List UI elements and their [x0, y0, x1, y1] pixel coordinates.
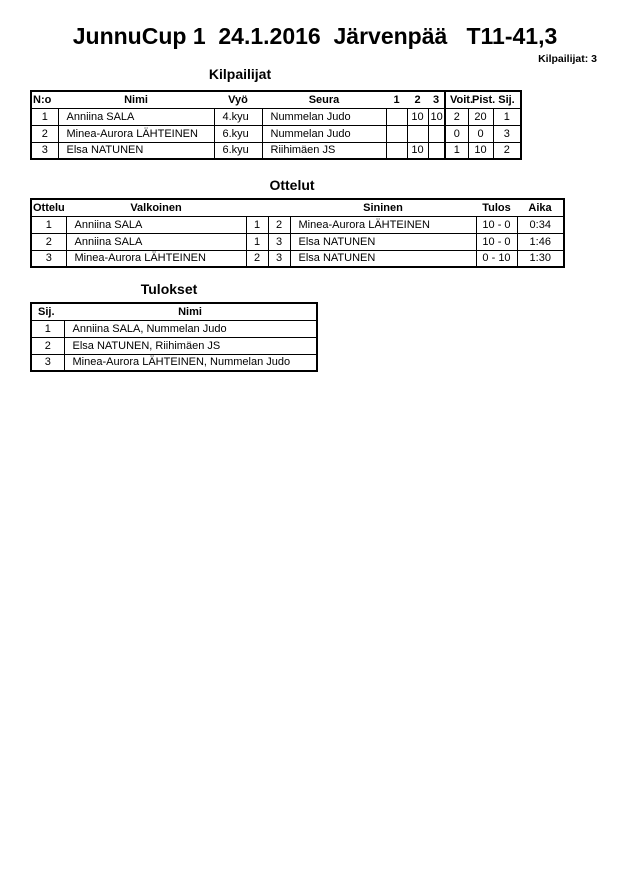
table-row	[31, 337, 317, 354]
kilpailijat-header-row	[31, 91, 521, 108]
col-header-seura: Seura	[262, 91, 386, 108]
cell-blue-no: 2	[268, 216, 290, 233]
cell-blue-no: 3	[268, 250, 290, 267]
cell-round3	[428, 125, 445, 142]
col-header-nimi: Nimi	[58, 91, 214, 108]
cell-seura: Nummelan Judo	[262, 125, 386, 142]
cell-sij: 1	[493, 108, 521, 125]
cell-aika: 1:46	[517, 233, 564, 250]
cell-round3	[428, 142, 445, 159]
table-row	[31, 250, 564, 267]
cell-nimi: Minea-Aurora LÄHTEINEN	[58, 125, 214, 142]
cell-tulos: 0 - 10	[476, 250, 517, 267]
cell-valkoinen: Anniina SALA	[66, 233, 246, 250]
col-header-sininen: Sininen	[290, 199, 476, 216]
cell-match-no: 1	[31, 216, 66, 233]
col-header-voit: Voit.	[445, 91, 468, 108]
tulokset-heading: Tulokset	[140, 281, 198, 297]
ottelut-heading: Ottelut	[269, 177, 315, 193]
cell-match-no: 2	[31, 233, 66, 250]
cell-nimi: Elsa NATUNEN, Riihimäen JS	[64, 337, 317, 354]
col-header-round3: 3	[428, 91, 445, 108]
ottelut-header-row	[31, 199, 564, 216]
cell-tulos: 10 - 0	[476, 233, 517, 250]
cell-voit: 1	[445, 142, 468, 159]
cell-round1	[386, 142, 407, 159]
cell-vyo: 6.kyu	[214, 142, 262, 159]
col-header-ottelu: Ottelu	[31, 199, 66, 216]
cell-sij: 3	[493, 125, 521, 142]
table-row	[31, 216, 564, 233]
cell-blue-no: 3	[268, 233, 290, 250]
kilpailijat-table	[30, 90, 522, 160]
table-row	[31, 142, 521, 159]
cell-aika: 0:34	[517, 216, 564, 233]
cell-round3: 10	[428, 108, 445, 125]
table-row	[31, 108, 521, 125]
cell-nimi: Anniina SALA, Nummelan Judo	[64, 320, 317, 337]
cell-no: 2	[31, 125, 58, 142]
cell-no: 3	[31, 142, 58, 159]
cell-round2: 10	[407, 108, 428, 125]
col-header-sij: Sij.	[31, 303, 64, 320]
cell-sij: 2	[31, 337, 64, 354]
cell-white-no: 1	[246, 233, 268, 250]
participants-count: Kilpailijat: 3	[538, 53, 597, 65]
cell-sininen: Elsa NATUNEN	[290, 250, 476, 267]
cell-seura: Nummelan Judo	[262, 108, 386, 125]
cell-round1	[386, 125, 407, 142]
cell-round1	[386, 108, 407, 125]
cell-valkoinen: Anniina SALA	[66, 216, 246, 233]
cell-vyo: 4.kyu	[214, 108, 262, 125]
cell-round2: 10	[407, 142, 428, 159]
col-header-blue-no	[268, 199, 290, 216]
table-row	[31, 125, 521, 142]
col-header-tulos: Tulos	[476, 199, 517, 216]
cell-sij: 3	[31, 354, 64, 371]
cell-tulos: 10 - 0	[476, 216, 517, 233]
table-row	[31, 320, 317, 337]
col-header-valkoinen: Valkoinen	[66, 199, 246, 216]
cell-vyo: 6.kyu	[214, 125, 262, 142]
cell-sij: 1	[31, 320, 64, 337]
cell-sininen: Elsa NATUNEN	[290, 233, 476, 250]
cell-white-no: 1	[246, 216, 268, 233]
cell-sininen: Minea-Aurora LÄHTEINEN	[290, 216, 476, 233]
tulokset-header-row	[31, 303, 317, 320]
col-header-round1: 1	[386, 91, 407, 108]
cell-match-no: 3	[31, 250, 66, 267]
col-header-aika: Aika	[517, 199, 564, 216]
cell-sij: 2	[493, 142, 521, 159]
cell-no: 1	[31, 108, 58, 125]
cell-white-no: 2	[246, 250, 268, 267]
table-row	[31, 354, 317, 371]
cell-voit: 2	[445, 108, 468, 125]
col-header-round2: 2	[407, 91, 428, 108]
cell-pist: 20	[468, 108, 493, 125]
col-header-sij: Sij.	[493, 91, 521, 108]
ottelut-table	[30, 198, 565, 268]
cell-pist: 10	[468, 142, 493, 159]
kilpailijat-heading: Kilpailijat	[208, 66, 272, 82]
cell-round2	[407, 125, 428, 142]
col-header-vyo: Vyö	[214, 91, 262, 108]
col-header-pist: Pist.	[468, 91, 493, 108]
cell-aika: 1:30	[517, 250, 564, 267]
cell-seura: Riihimäen JS	[262, 142, 386, 159]
cell-nimi: Elsa NATUNEN	[58, 142, 214, 159]
col-header-no: N:o	[31, 91, 58, 108]
table-row	[31, 233, 564, 250]
cell-valkoinen: Minea-Aurora LÄHTEINEN	[66, 250, 246, 267]
col-header-nimi: Nimi	[64, 303, 317, 320]
col-header-white-no	[246, 199, 268, 216]
tulokset-table	[30, 302, 318, 372]
cell-nimi: Anniina SALA	[58, 108, 214, 125]
page-title: JunnuCup 1 24.1.2016 Järvenpää T11-41,3	[72, 23, 558, 49]
cell-pist: 0	[468, 125, 493, 142]
cell-voit: 0	[445, 125, 468, 142]
cell-nimi: Minea-Aurora LÄHTEINEN, Nummelan Judo	[64, 354, 317, 371]
